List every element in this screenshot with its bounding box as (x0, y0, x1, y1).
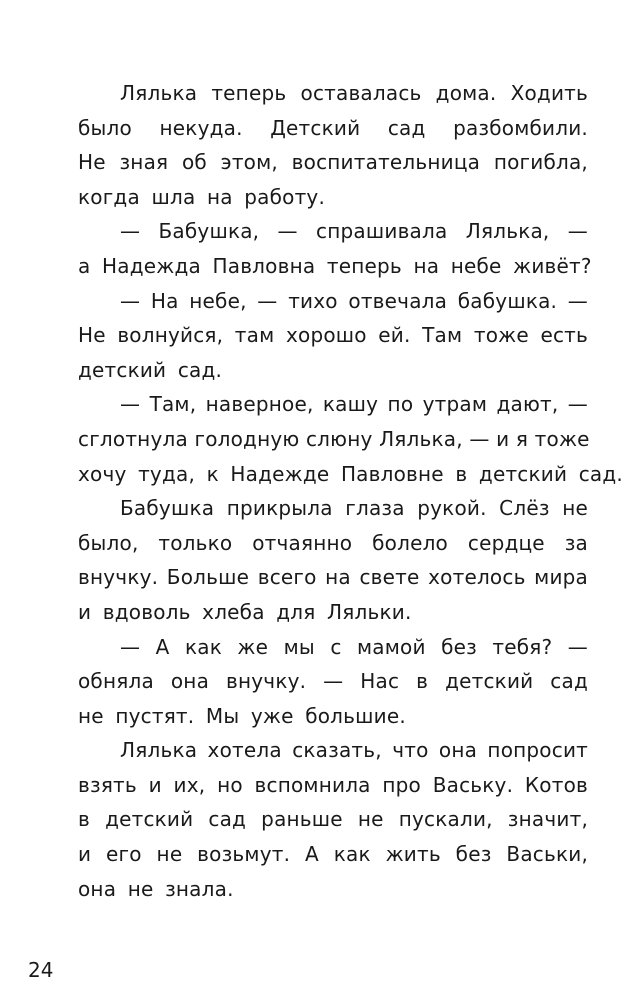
text-line: Лялька хотела сказать, что она попросит (120, 738, 588, 763)
text-line: — Там, наверное, кашу по утрам дают, — (120, 392, 588, 417)
text-line: Бабушка прикрыла глаза рукой. Слёз не (120, 496, 588, 521)
text-line: она не знала. (78, 876, 234, 901)
text-line: — А как же мы с мамой без тебя? — (120, 634, 588, 659)
text-line: взять и их, но вспомнила про Ваську. Котов (78, 772, 588, 797)
text-line: — На небе, — тихо отвечала бабушка. — (120, 288, 588, 313)
paragraph (78, 630, 588, 734)
text-line: и вдоволь хлеба для Ляльки. (78, 599, 412, 624)
text-line: не пустят. Мы уже большие. (78, 703, 406, 728)
text-line: Не зная об этом, воспитательница погибла, (78, 150, 588, 175)
paragraph (78, 387, 623, 491)
text-line: Не волнуйся, там хорошо ей. Там тоже есть (78, 323, 588, 348)
text-line: — Бабушка, — спрашивала Лялька, — (120, 219, 588, 244)
text-line: хочу туда, к Надежде Павловне в детский сад. (78, 461, 623, 486)
paragraph (78, 284, 588, 388)
text-line: Лялька теперь оставалась дома. Ходить (120, 81, 588, 105)
text-line: обняла она внучку. — Нас в детский сад (78, 669, 588, 694)
text-line: было, только отчаянно болело сердце за (78, 530, 588, 555)
text-line: детский сад. (78, 357, 223, 382)
text-line: сглотнула голодную слюну Лялька, — и я тоже (78, 426, 590, 451)
page-number: 24 (28, 958, 54, 982)
paragraph (78, 76, 588, 214)
page-text (78, 76, 623, 906)
text-line: было некуда. Детский сад разбомбили. (78, 115, 588, 140)
paragraph (78, 214, 592, 283)
paragraph (78, 733, 588, 906)
text-line: когда шла на работу. (78, 184, 326, 209)
text-line: а Надежда Павловна теперь на небе живёт? (78, 253, 592, 278)
text-line: внучку. Больше всего на свете хотелось мира (78, 565, 588, 590)
paragraph (78, 491, 588, 629)
text-line: в детский сад раньше не пускали, значит, (78, 807, 588, 832)
text-line: и его не возьмут. А как жить без Васьки, (78, 842, 588, 867)
